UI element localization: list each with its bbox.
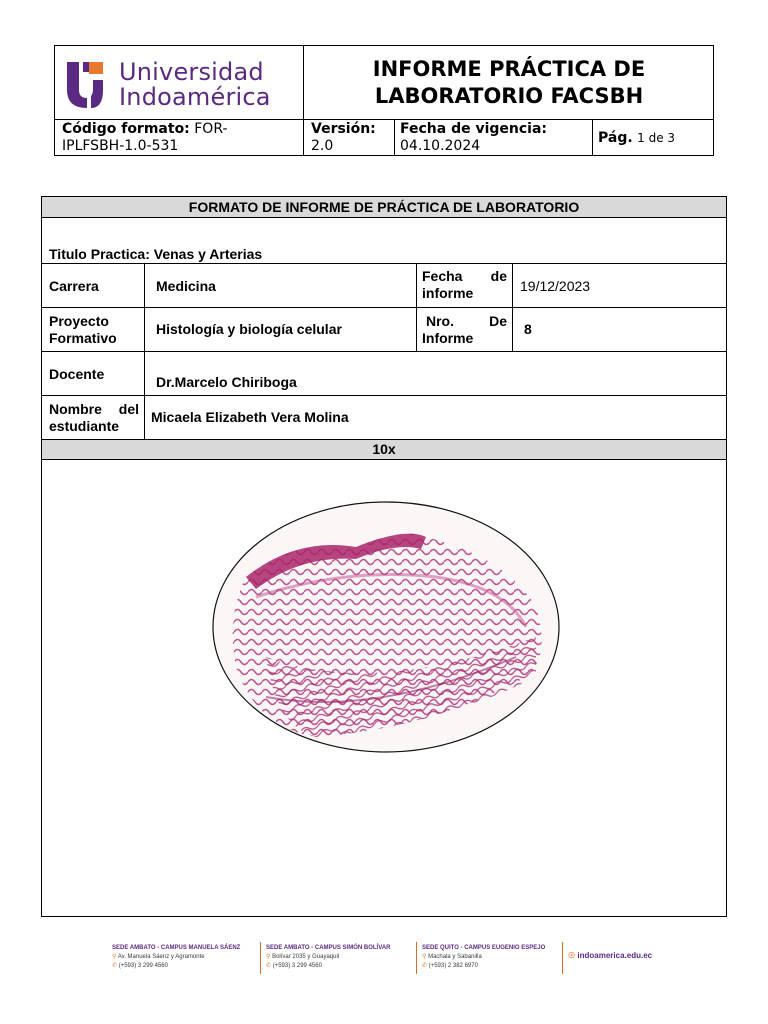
location-pin-icon: ⚲: [422, 954, 427, 960]
campus3-address: Machala y Sabanilla: [428, 954, 482, 960]
divider: [416, 942, 417, 974]
document-title: [304, 46, 714, 119]
campus3-title: SEDE QUITO - CAMPUS EUGENIO ESPEJO: [422, 945, 546, 951]
fecha-informe-label: [422, 268, 507, 302]
version-value: 2.0: [311, 138, 334, 154]
fecha-vigencia: [400, 121, 590, 155]
estudiante-label-c: estudiante: [49, 418, 120, 434]
fecha-informe-label-a: Fecha: [422, 268, 463, 284]
divider: [42, 459, 726, 460]
phone-icon: ✆: [266, 963, 272, 969]
proyecto-label: [49, 313, 117, 347]
divider: [512, 263, 513, 351]
pag-label: Pág.: [598, 130, 633, 146]
divider: [303, 119, 304, 156]
carrera-value: Medicina: [156, 278, 216, 294]
fecha-informe-label-c: informe: [422, 285, 474, 301]
campus1-phone: (+593) 3 299 4560: [118, 963, 168, 969]
fecha-vigencia-label: Fecha de vigencia:: [400, 121, 548, 137]
campus1-address: Av. Manuela Sáenz y Agramonte: [117, 954, 205, 960]
estudiante-label: [49, 401, 139, 435]
phone-icon: ✆: [422, 963, 428, 969]
location-pin-icon: ⚲: [112, 954, 117, 960]
codigo-formato: [62, 121, 300, 155]
footer-campus-3: [422, 944, 572, 971]
divider: [592, 119, 593, 156]
divider: [260, 942, 261, 974]
website-link[interactable]: indoamerica.edu.ec: [577, 951, 653, 960]
university-name-line2: Indoamérica: [119, 83, 271, 111]
fecha-informe-label-b: de: [490, 268, 507, 284]
titulo-practica: Titulo Practica: Venas y Arterias: [49, 246, 263, 262]
version-label: Versión:: [311, 121, 376, 137]
estudiante-label-b: del: [118, 401, 139, 417]
document-title-line2: LABORATORIO FACSBH: [374, 83, 644, 108]
campus2-phone: (+593) 3 299 4560: [272, 963, 322, 969]
footer-campus-1: [112, 944, 262, 971]
footer-website[interactable]: [568, 951, 652, 960]
codigo-value-b: IPLFSBH-1.0-531: [62, 138, 179, 154]
nro-informe-label: [422, 313, 507, 347]
fecha-informe-value: 19/12/2023: [520, 278, 591, 294]
proyecto-label-a: Proyecto: [49, 313, 109, 329]
section-title: FORMATO DE INFORME DE PRÁCTICA DE LABORATORIO: [42, 197, 726, 217]
nro-label-b: De: [489, 313, 507, 329]
footer-campus-2: [266, 944, 416, 971]
globe-icon: ☉: [568, 951, 576, 960]
document-header: [54, 45, 714, 156]
campus1-title: SEDE AMBATO - CAMPUS MANUELA SÁENZ: [112, 945, 241, 951]
codigo-value-a: FOR-: [194, 121, 228, 137]
divider: [416, 263, 417, 351]
pagina: [598, 130, 713, 147]
divider: [394, 119, 395, 156]
phone-icon: ✆: [112, 963, 118, 969]
divider: [42, 217, 726, 218]
campus3-phone: (+593) 2 382 6970: [428, 963, 478, 969]
version: [311, 121, 393, 155]
nro-informe-value: 8: [524, 321, 532, 337]
university-name: [119, 60, 271, 110]
proyecto-label-b: Formativo: [49, 330, 117, 346]
campus2-address: Bolívar 2035 y Guayaquil: [272, 954, 340, 960]
location-pin-icon: ⚲: [266, 954, 271, 960]
pag-value: 1 de 3: [637, 131, 676, 145]
proyecto-value: Histología y biología celular: [156, 321, 342, 337]
estudiante-label-a: Nombre: [49, 401, 102, 417]
campus2-title: SEDE AMBATO - CAMPUS SIMÓN BOLÍVAR: [266, 945, 391, 951]
report-form-table: [41, 196, 727, 917]
micrograph-image: [206, 497, 566, 757]
carrera-label: Carrera: [49, 278, 99, 294]
university-logo-icon: [65, 60, 105, 110]
nro-label-a: Nro.: [426, 313, 454, 329]
divider: [562, 942, 563, 974]
docente-value: Dr.Marcelo Chiriboga: [156, 374, 297, 390]
document-title-line1: INFORME PRÁCTICA DE: [372, 56, 646, 81]
magnification-label: 10x: [42, 440, 726, 459]
divider: [55, 119, 713, 120]
fecha-vigencia-value: 04.10.2024: [400, 138, 481, 154]
docente-label: Docente: [49, 366, 105, 382]
divider: [144, 263, 145, 439]
estudiante-value: Micaela Elizabeth Vera Molina: [151, 409, 349, 425]
university-logo: [65, 60, 295, 110]
nro-label-c: Informe: [422, 330, 474, 346]
university-name-line1: Universidad: [119, 58, 264, 86]
codigo-label: Código formato:: [62, 121, 190, 137]
